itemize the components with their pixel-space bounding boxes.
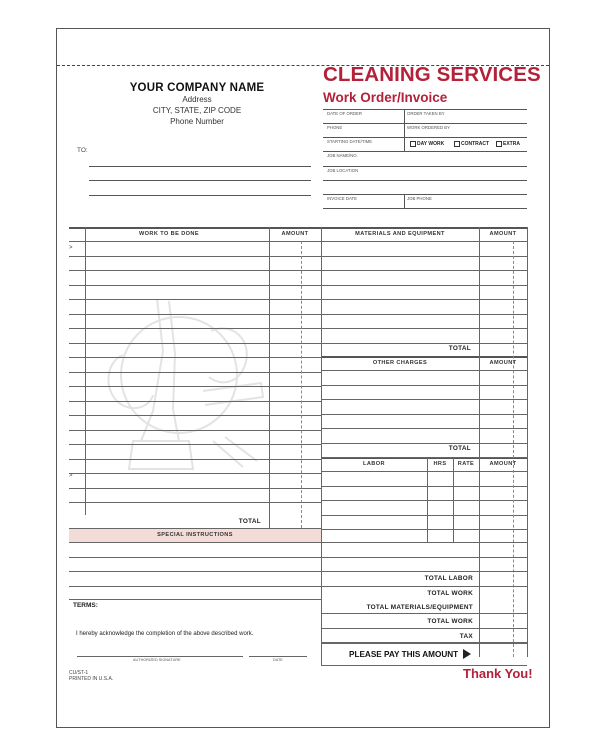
other-charges-total-label: TOTAL	[448, 445, 471, 452]
labor-row-line[interactable]	[321, 500, 527, 501]
form-subtitle: Work Order/Invoice	[323, 90, 448, 105]
work-col-line	[269, 227, 270, 528]
date-label: DATE	[273, 658, 283, 662]
other-charges-label: OTHER CHARGES	[372, 360, 428, 366]
work-row-line[interactable]	[69, 241, 321, 242]
terms-top-line	[69, 599, 321, 600]
info-separator	[404, 194, 405, 208]
materials-row-line[interactable]	[321, 285, 527, 286]
job-name-label: JOB NAME/NO.	[327, 153, 358, 158]
labor-row-line[interactable]	[321, 486, 527, 487]
company-city-state-zip: CITY, STATE, ZIP CODE	[152, 106, 242, 115]
tax-label: TAX	[459, 633, 473, 640]
work-row-line[interactable]	[69, 459, 321, 460]
to-label: TO:	[77, 147, 88, 154]
hrs-col-line	[427, 457, 428, 543]
other-charges-header	[321, 356, 527, 366]
materials-row-line[interactable]	[321, 343, 527, 344]
work-row-line[interactable]	[69, 444, 321, 445]
work-row-line[interactable]	[69, 473, 321, 474]
to-line[interactable]	[89, 180, 311, 181]
materials-amount-label: AMOUNT	[489, 231, 517, 237]
rate-label: RATE	[457, 461, 475, 467]
info-row-line	[323, 109, 527, 110]
total-materials-label: TOTAL MATERIALS/EQUIPMENT	[366, 604, 473, 611]
instructions-row-line[interactable]	[69, 571, 527, 572]
work-row-line[interactable]	[69, 285, 321, 286]
labor-row-line[interactable]	[321, 471, 527, 472]
printed-in-usa: PRINTED IN U.S.A.	[69, 676, 114, 682]
work-col-line	[85, 227, 86, 515]
starting-date-time-label: STARTING DATE/TIME	[327, 139, 373, 144]
job-phone-label: JOB PHONE	[407, 196, 432, 201]
checkbox-icon[interactable]	[410, 141, 416, 147]
work-row-line[interactable]	[69, 357, 321, 358]
work-amount-label: AMOUNT	[281, 231, 309, 237]
row-marker: >	[69, 245, 73, 251]
work-col-line	[321, 227, 322, 528]
materials-row-line[interactable]	[321, 241, 527, 242]
other-charges-row-line[interactable]	[321, 399, 527, 400]
checkbox-icon[interactable]	[454, 141, 460, 147]
signature-label: AUTHORIZED SIGNATURE	[133, 658, 181, 662]
invoice-date-label: INVOICE DATE	[327, 196, 358, 201]
work-row-line[interactable]	[69, 386, 321, 387]
thank-you-text: Thank You!	[463, 666, 533, 681]
labor-row-line[interactable]	[321, 515, 527, 516]
work-row-line[interactable]	[69, 343, 321, 344]
work-row-line[interactable]	[69, 328, 321, 329]
work-row-line	[69, 528, 321, 529]
amount-col-line	[479, 227, 480, 657]
info-row-line	[323, 180, 527, 181]
other-charges-row-line[interactable]	[321, 428, 527, 429]
hrs-label: HRS	[433, 461, 447, 467]
checkbox-contract[interactable]: CONTRACT	[454, 141, 489, 147]
work-row-line[interactable]	[69, 299, 321, 300]
checkbox-extra[interactable]: EXTRA	[496, 141, 520, 147]
total-work-2-label: TOTAL WORK	[427, 618, 473, 625]
labor-label: LABOR	[363, 461, 385, 467]
company-block	[87, 82, 307, 127]
total-work-label: TOTAL WORK	[427, 590, 473, 597]
info-row-line	[323, 208, 527, 209]
materials-row-line[interactable]	[321, 314, 527, 315]
work-to-be-done-header	[69, 227, 321, 237]
phone-label: PHONE	[327, 125, 343, 130]
instructions-row-line[interactable]	[69, 586, 527, 587]
amount-cents-line	[513, 241, 514, 657]
labor-amount-label: AMOUNT	[489, 461, 517, 467]
materials-row-line[interactable]	[321, 299, 527, 300]
job-location-label: JOB LOCATION	[327, 168, 359, 173]
info-row-line	[323, 123, 527, 124]
rate-col-line	[453, 457, 454, 543]
instructions-divider	[321, 528, 322, 665]
work-row-line[interactable]	[69, 256, 321, 257]
company-name: YOUR COMPANY NAME	[129, 82, 265, 94]
company-address: Address	[182, 95, 212, 104]
work-to-be-done-label: WORK TO BE DONE	[139, 231, 199, 237]
work-total-label: TOTAL	[238, 518, 261, 525]
totals-row-line	[321, 613, 527, 614]
info-row-line	[323, 194, 527, 195]
please-pay-label: PLEASE PAY THIS AMOUNT	[349, 650, 459, 659]
signature-line[interactable]	[77, 656, 243, 657]
work-row-line[interactable]	[69, 430, 321, 431]
other-charges-row-line[interactable]	[321, 370, 527, 371]
total-labor-label: TOTAL LABOR	[424, 575, 473, 582]
to-line[interactable]	[89, 195, 311, 196]
company-phone: Phone Number	[170, 117, 224, 126]
labor-row-line[interactable]	[321, 529, 527, 530]
materials-row-line[interactable]	[321, 256, 527, 257]
work-cents-line	[301, 241, 302, 528]
date-line[interactable]	[249, 656, 307, 657]
other-charges-row-line[interactable]	[321, 443, 527, 444]
work-row-line[interactable]	[69, 314, 321, 315]
info-row-line	[323, 137, 527, 138]
info-separator	[404, 137, 405, 151]
info-row-line	[323, 166, 527, 167]
materials-equipment-label: MATERIALS AND EQUIPMENT	[355, 231, 445, 237]
work-row-line[interactable]	[69, 401, 321, 402]
to-line[interactable]	[89, 166, 311, 167]
work-row-line[interactable]	[69, 502, 321, 503]
work-row-line[interactable]	[69, 488, 321, 489]
checkbox-day-work[interactable]: DAY WORK	[410, 141, 444, 147]
instructions-row-line[interactable]	[69, 542, 527, 543]
order-taken-by-label: ORDER TAKEN BY	[407, 111, 445, 116]
instructions-row-line[interactable]	[69, 557, 527, 558]
pay-arrow-icon	[463, 649, 471, 659]
work-row-line[interactable]	[69, 415, 321, 416]
work-row-line[interactable]	[69, 372, 321, 373]
other-charges-amount-label: AMOUNT	[489, 360, 517, 366]
info-row-line	[323, 151, 527, 152]
materials-row-line[interactable]	[321, 270, 527, 271]
materials-header	[321, 227, 527, 237]
row-marker: >	[69, 473, 73, 479]
form-title: CLEANING SERVICES	[323, 63, 541, 86]
other-charges-row-line[interactable]	[321, 414, 527, 415]
date-of-order-label: DATE OF ORDER	[327, 111, 363, 116]
totals-row-line	[321, 628, 527, 629]
terms-label: TERMS:	[73, 602, 98, 609]
form-code: CU/ST-1	[69, 670, 89, 676]
materials-total-label: TOTAL	[448, 345, 471, 352]
other-charges-row-line[interactable]	[321, 457, 527, 458]
acknowledgement-text: I hereby acknowledge the completion of the above described work.	[76, 631, 254, 637]
work-ordered-by-label: WORK ORDERED BY	[407, 125, 450, 130]
materials-row-line[interactable]	[321, 328, 527, 329]
checkbox-icon[interactable]	[496, 141, 502, 147]
special-instructions-label: SPECIAL INSTRUCTIONS	[157, 532, 233, 538]
amount-col-line	[527, 227, 528, 657]
totals-row-line	[321, 643, 527, 644]
other-charges-row-line[interactable]	[321, 385, 527, 386]
work-row-line[interactable]	[69, 270, 321, 271]
invoice-form	[56, 28, 550, 728]
special-instructions-header	[69, 528, 321, 543]
